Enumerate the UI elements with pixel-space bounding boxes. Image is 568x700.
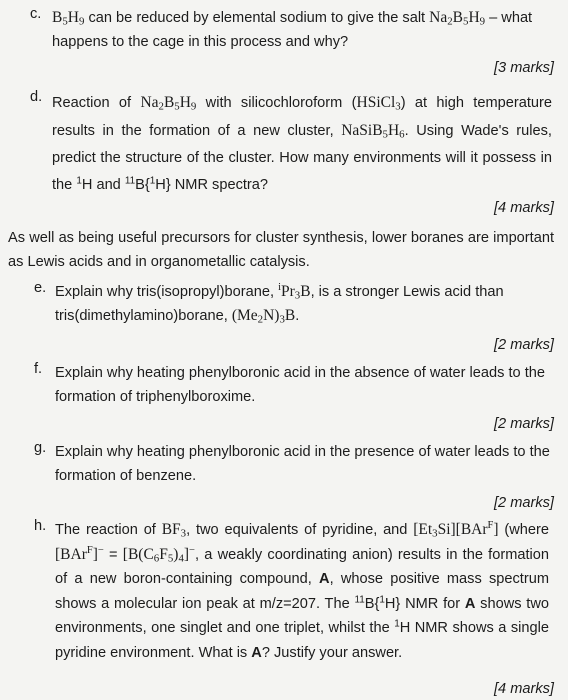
formula-bf3: $BF_3$ bbox=[161, 521, 187, 540]
formula-b5h9: $B_5H_9$ bbox=[52, 9, 85, 28]
formula-me2n3b: $(Me_2N)_3B$ bbox=[231, 307, 296, 326]
formula-nasib5h6: $NaSiB_5H_6$ bbox=[341, 122, 405, 141]
question-h-label: h. bbox=[34, 518, 47, 534]
question-e-marks: [2 marks] bbox=[493, 337, 554, 353]
question-c-label: c. bbox=[30, 6, 42, 22]
formula-ipr3b: $^iPr_3B$ bbox=[278, 282, 311, 302]
formula-na2b5h9: $Na_2B_5H_9$ bbox=[429, 9, 486, 28]
question-h-marks: [4 marks] bbox=[493, 681, 554, 697]
formula-et3si-barf: $[Et_3Si][BAr^F]$ bbox=[413, 520, 499, 540]
question-c-text: $B_5H_9$ can be reduced by elemental sodium to give the salt $Na_2B_5H_9$ – what happens to the cage in this process and why? bbox=[52, 9, 533, 50]
question-d-marks: [4 marks] bbox=[493, 200, 554, 216]
question-f-label: f. bbox=[34, 361, 43, 377]
question-d-text: Reaction of $Na_2B_5H_9$ with silicochloroform (HSiCl$_3$) at high temperature results in the formation of a new cluster, $NaSiB_5H_6$. Using Wade's rules, predict the structure of the cluster. How many environments will it possess in the $^1$H and $^{11}$B{$^1$H} NMR spectra? bbox=[52, 94, 552, 193]
formula-na2b5h9: $Na_2B_5H_9$ bbox=[140, 94, 197, 113]
question-g-marks: [2 marks] bbox=[493, 495, 554, 511]
question-g-label: g. bbox=[34, 440, 47, 456]
question-g-text: Explain why heating phenylboronic acid in the presence of water leads to the formation of benzene. bbox=[55, 444, 550, 484]
compound-a: A bbox=[251, 644, 262, 661]
compound-a: A bbox=[464, 595, 476, 612]
question-f-text: Explain why heating phenylboronic acid in the absence of water leads to the formation of triphenylboroxime. bbox=[55, 365, 546, 405]
formula-bc6f54: $[B(C_6F_5)_4]^-$ bbox=[122, 544, 195, 565]
formula-barf-anion: [BAr$^F$]− bbox=[55, 544, 104, 563]
formula-hsicl3: HSiCl$_3$ bbox=[356, 94, 401, 113]
intro-paragraph: As well as being useful precursors for cluster synthesis, lower boranes are important as Lewis acids and in organometallic catalysis. bbox=[8, 230, 554, 270]
question-e-text: Explain why tris(isopropyl)borane, $^iPr_3B$, is a stronger Lewis acid than tris(dimethylamino)borane, $(Me_2N)_3B$. bbox=[55, 282, 504, 326]
question-f-marks: [2 marks] bbox=[493, 416, 554, 432]
question-e-label: e. bbox=[34, 280, 47, 296]
question-h-text: The reaction of $BF_3$, two equivalents of pyridine, and $[Et_3Si][BAr^F]$ (where $[BAr^F]^- = [B(C_6F_5)_4]^-$, a weakly coordinating anion) results in the formation of a new boron-containing compound, A, whose positive mass spectrum shows a molecular ion peak at m/z=207. The $^{11}$B{$^1$H} NMR for A shows two environments, one singlet and one triplet, whilst the $^1$H NMR shows a single pyridine environment. What is A? Justify your answer. bbox=[55, 520, 550, 661]
question-d-label: d. bbox=[30, 89, 43, 105]
question-c-marks: [3 marks] bbox=[493, 60, 554, 76]
compound-a: A bbox=[319, 571, 330, 588]
